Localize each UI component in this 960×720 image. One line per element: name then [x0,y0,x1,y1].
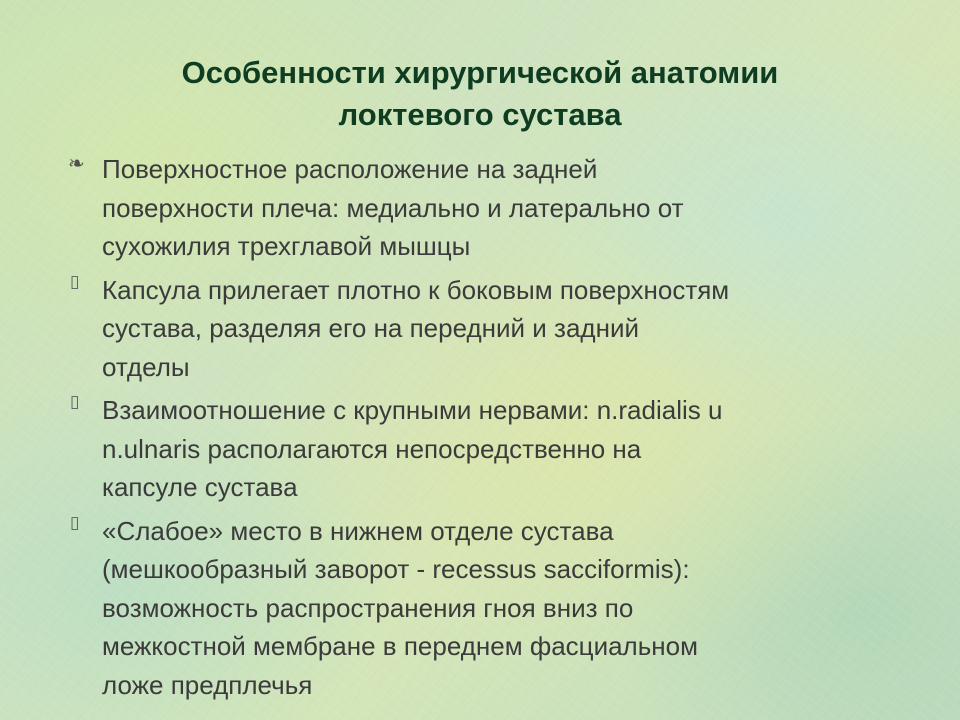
bullet-4-line-5: ложе предплечья [102,669,313,700]
missing-glyph-box-icon: ▯ [70,512,80,533]
bullet-3-line-1: Взаимоотношение с крупными нервами: n.radialis u [102,395,723,425]
slide-title-line-2: локтевого сустава [338,97,622,132]
bullet-2-line-3: отделы [102,351,190,382]
bullet-2-line-1: Капсула прилегает плотно к боковым поверхностям [102,274,730,305]
bullet-1-line-1: Поверхностное расположение на задней [102,154,598,184]
bullet-item-4 [66,512,896,705]
bullet-4-line-4: межкостной мембране в переднем фасциальном [102,631,698,661]
bullet-1-line-2: поверхности плеча: медиально и латерально от [102,192,684,223]
bullet-1-line-3: сухожилия трехглавой мышцы [102,231,471,261]
bullet-3-line-2: n.ulnaris располагаются непосредственно на [102,433,642,464]
bullet-2-line-2: сустава, разделяя его на передний и задний [102,313,639,343]
slide-title-line-1: Особенности хирургической анатомии [181,55,779,90]
slide-title [60,52,900,136]
missing-glyph-box-icon: ▯ [70,392,80,412]
bullet-3-line-3: капсуле сустава [102,472,298,502]
floral-heart-icon: ❧ [68,151,85,175]
bullet-4-line-3: возможность распространения гноя вниз по [102,592,634,623]
bullet-item-3 [66,391,896,507]
bullet-item-2 [66,271,896,387]
bullet-4-line-2: (мешкообразный заворот - recessus sacciformis): [102,554,690,584]
bullet-item-1 [66,150,896,266]
bullet-4-line-1: «Слабое» место в нижнем отделе сустава [102,515,614,546]
missing-glyph-box-icon: ▯ [70,271,80,292]
bullet-list [66,150,896,709]
